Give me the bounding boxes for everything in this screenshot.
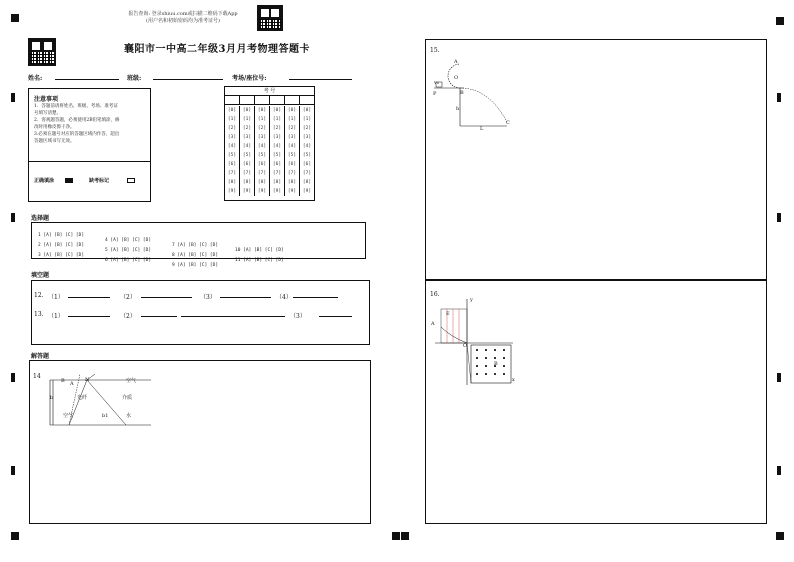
field-dot <box>494 357 496 359</box>
q15-label: v₀ <box>434 80 439 86</box>
notice-item: 1．答题前请将姓名、班级、考场、准考证 <box>34 104 118 109</box>
field-dot <box>476 365 478 367</box>
exam-digit-bubble[interactable]: [1] <box>302 117 312 122</box>
choice-box <box>31 222 366 268</box>
exam-digit-bubble[interactable]: [8] <box>302 180 312 185</box>
notice-item: 答题区域书写无效。 <box>34 139 75 144</box>
exam-digit-bubble[interactable]: [9] <box>287 189 297 194</box>
field-dot <box>476 373 478 375</box>
seat-label: 考场/座位号: <box>232 75 267 82</box>
q16-field-dots <box>474 347 510 381</box>
field-dot <box>503 357 505 359</box>
exam-digit-bubble[interactable]: [1] <box>257 117 267 122</box>
field-dot <box>476 349 478 351</box>
exam-digit-bubble[interactable]: [8] <box>287 180 297 185</box>
q14-label: 光纤 <box>77 395 88 401</box>
q16-label: E <box>446 311 450 317</box>
exam-digit-bubble[interactable]: [0] <box>272 108 282 113</box>
corner-mark-bm1 <box>392 532 400 540</box>
exam-digit-bubble[interactable]: [0] <box>287 108 297 113</box>
fill-box <box>31 280 370 345</box>
side-mark <box>777 213 781 222</box>
q14-label: 空气 <box>126 378 137 384</box>
notice-title: 注意事项 <box>34 96 59 103</box>
exam-digit-bubble[interactable]: [5] <box>302 153 312 158</box>
exam-number-header: 考 号 <box>225 87 314 96</box>
field-dot <box>485 349 487 351</box>
exam-digit-bubble[interactable]: [9] <box>227 189 237 194</box>
exam-number-column <box>285 106 300 196</box>
exam-digit-bubble[interactable]: [3] <box>227 135 237 140</box>
field-dot <box>503 373 505 375</box>
exam-digit-bubble[interactable]: [3] <box>302 135 312 140</box>
q12-blank-4[interactable] <box>293 292 338 298</box>
notice-list <box>34 103 147 145</box>
exam-digit-bubble[interactable]: [5] <box>227 153 237 158</box>
exam-digit-bubble[interactable]: [6] <box>287 162 297 167</box>
exam-digit-bubble[interactable]: [8] <box>242 180 252 185</box>
exam-digit-bubble[interactable]: [2] <box>257 126 267 131</box>
top-notice-line1: 报告查询: 登录shiuu.com或扫描二维码下载App <box>128 11 238 17</box>
q13-blank-2[interactable] <box>141 311 177 317</box>
q16-label: B <box>494 361 498 367</box>
q12-b2-label: （2） <box>120 294 136 301</box>
field-dot <box>503 349 505 351</box>
exam-number-column <box>225 106 240 196</box>
exam-number-columns <box>225 105 314 196</box>
answer-box-15[interactable] <box>425 39 767 280</box>
notice-item: 3.必须在题号对应的答题区域内作答，超出 <box>34 132 120 137</box>
q14-label: b1 <box>102 413 109 419</box>
answer-box-14[interactable] <box>29 360 371 524</box>
qr-code-top <box>257 5 283 31</box>
exam-number-column <box>255 106 270 196</box>
q16-number: 16. <box>430 291 440 298</box>
q12-b3-label: （3） <box>200 294 216 301</box>
q12-blank-3[interactable] <box>220 292 271 298</box>
side-mark <box>11 213 15 222</box>
exam-number-column <box>300 106 314 196</box>
q13-blank-1[interactable] <box>68 311 110 317</box>
corner-mark-bl <box>11 532 19 540</box>
field-dot <box>476 357 478 359</box>
exam-digit-bubble[interactable]: [9] <box>242 189 252 194</box>
choice-q9[interactable]: 9 [A] [B] [C] [D] <box>172 263 219 268</box>
q12-b4-label: （4） <box>276 294 292 301</box>
exam-digit-bubble[interactable]: [6] <box>227 162 237 167</box>
q13-b2-label: （2） <box>120 313 136 320</box>
exam-digit-bubble[interactable]: [0] <box>302 108 312 113</box>
q16-label: y <box>470 297 473 303</box>
correct-fill-label: 正确填涂 <box>34 178 55 184</box>
exam-digit-bubble[interactable]: [4] <box>227 144 237 149</box>
exam-digit-bubble[interactable]: [0] <box>227 108 237 113</box>
exam-digit-bubble[interactable]: [1] <box>242 117 252 122</box>
exam-digit-bubble[interactable]: [3] <box>257 135 267 140</box>
exam-number-column <box>270 106 285 196</box>
q13-blank-2b[interactable] <box>181 311 285 317</box>
corner-mark-tr <box>776 17 784 25</box>
exam-digit-bubble[interactable]: [8] <box>257 180 267 185</box>
q15-number: 15. <box>430 47 440 54</box>
notice-item: 号填写清楚。 <box>34 111 61 116</box>
q13-blank-3[interactable] <box>319 311 352 317</box>
choice-q5[interactable]: 5 [A] [B] [C] [D] <box>105 248 152 253</box>
exam-digit-bubble[interactable]: [6] <box>302 162 312 167</box>
missing-mark-box[interactable] <box>127 178 135 183</box>
side-mark <box>777 466 781 475</box>
q15-label: B <box>460 90 464 96</box>
notice-item: 改时用橡皮擦干净。 <box>34 125 75 130</box>
exam-digit-bubble[interactable]: [4] <box>257 144 267 149</box>
corner-mark-bm2 <box>401 532 409 540</box>
q13-b1-label: （1） <box>48 313 64 320</box>
page-title: 襄阳市一中高二年级3月月考物理答题卡 <box>124 44 310 55</box>
exam-digit-bubble[interactable]: [0] <box>257 108 267 113</box>
field-dot <box>485 357 487 359</box>
choice-q2[interactable]: 2 [A] [B] [C] [D] <box>38 243 85 248</box>
exam-digit-bubble[interactable]: [7] <box>227 171 237 176</box>
exam-digit-bubble[interactable]: [8] <box>227 180 237 185</box>
q14-label: N <box>85 377 90 383</box>
exam-digit-bubble[interactable]: [4] <box>272 144 282 149</box>
q16-label: x <box>512 377 515 383</box>
exam-number-write-row[interactable] <box>225 96 314 105</box>
q12-blank-1[interactable] <box>68 292 110 298</box>
choice-q6[interactable]: 6 [A] [B] [C] [D] <box>105 258 152 263</box>
notice-item: 2．客观题答题，必须使用2B铅笔填涂，修 <box>34 118 120 123</box>
choice-q11[interactable]: 11 [A] [B] [C] [D] <box>235 258 284 263</box>
q12-number: 12. <box>34 292 44 299</box>
exam-digit-bubble[interactable]: [4] <box>302 144 312 149</box>
exam-digit-bubble[interactable]: [2] <box>242 126 252 131</box>
exam-digit-bubble[interactable]: [6] <box>257 162 267 167</box>
exam-digit-bubble[interactable]: [7] <box>302 171 312 176</box>
exam-digit-bubble[interactable]: [7] <box>242 171 252 176</box>
exam-digit-bubble[interactable]: [5] <box>257 153 267 158</box>
field-dot <box>485 365 487 367</box>
exam-digit-bubble[interactable]: [4] <box>287 144 297 149</box>
exam-digit-bubble[interactable]: [7] <box>257 171 267 176</box>
q15-label: h <box>456 106 460 112</box>
side-mark <box>11 373 15 382</box>
q14-label: 介质 <box>122 395 133 401</box>
top-notice <box>113 11 253 25</box>
exam-digit-bubble[interactable]: [1] <box>287 117 297 122</box>
q15-label: A <box>454 59 458 65</box>
exam-digit-bubble[interactable]: [7] <box>272 171 282 176</box>
exam-digit-bubble[interactable]: [2] <box>302 126 312 131</box>
side-mark <box>777 93 781 102</box>
corner-mark-br <box>776 532 784 540</box>
class-label: 班级: <box>127 75 142 82</box>
q12-blank-2[interactable] <box>141 292 192 298</box>
q15-label: P <box>433 91 437 97</box>
exam-digit-bubble[interactable]: [0] <box>242 108 252 113</box>
field-dot <box>494 373 496 375</box>
side-mark <box>11 466 15 475</box>
exam-digit-bubble[interactable]: [7] <box>287 171 297 176</box>
exam-digit-bubble[interactable]: [3] <box>287 135 297 140</box>
q15-label: L <box>480 126 484 132</box>
exam-digit-bubble[interactable]: [4] <box>242 144 252 149</box>
exam-digit-bubble[interactable]: [9] <box>257 189 267 194</box>
choice-q8[interactable]: 8 [A] [B] [C] [D] <box>172 253 219 258</box>
choice-title: 选择题 <box>31 215 50 222</box>
choice-q10[interactable]: 10 [A] [B] [C] [D] <box>235 248 284 253</box>
exam-digit-bubble[interactable]: [8] <box>272 180 282 185</box>
exam-digit-bubble[interactable]: [5] <box>272 153 282 158</box>
q15-diagram <box>429 58 509 130</box>
correct-fill-sample <box>65 178 73 183</box>
exam-number-column <box>240 106 255 196</box>
corner-mark-tl <box>11 14 19 22</box>
top-notice-line2: (用户名和初始密码均为准考证号) <box>146 18 220 24</box>
q12-b1-label: （1） <box>48 294 64 301</box>
field-dot <box>485 373 487 375</box>
exam-digit-bubble[interactable]: [3] <box>272 135 282 140</box>
q15-label: C <box>506 120 510 126</box>
seat-field[interactable] <box>289 79 352 80</box>
exam-digit-bubble[interactable]: [2] <box>272 126 282 131</box>
q14-label: 空气 <box>63 413 74 419</box>
field-dot <box>503 365 505 367</box>
q14-label: B <box>61 378 65 384</box>
q16-label: A <box>431 321 435 327</box>
choice-q4[interactable]: 4 [A] [B] [C] [D] <box>105 238 152 243</box>
q14-label: 水 <box>126 413 132 419</box>
name-field[interactable] <box>55 79 119 80</box>
side-mark <box>777 373 781 382</box>
q14-label: b <box>50 395 54 401</box>
exam-digit-bubble[interactable]: [5] <box>242 153 252 158</box>
side-mark <box>11 93 15 102</box>
missing-mark-label: 缺考标记 <box>89 178 110 184</box>
exam-digit-bubble[interactable]: [9] <box>302 189 312 194</box>
exam-digit-bubble[interactable]: [3] <box>242 135 252 140</box>
q15-label: O <box>454 75 459 81</box>
exam-digit-bubble[interactable]: [6] <box>242 162 252 167</box>
exam-digit-bubble[interactable]: [6] <box>272 162 282 167</box>
q14-number: 14 <box>33 373 41 380</box>
choice-q1[interactable]: 1 [A] [B] [C] [D] <box>38 233 85 238</box>
notice-box <box>28 88 151 202</box>
name-label: 姓名: <box>28 75 43 82</box>
exam-digit-bubble[interactable]: [2] <box>287 126 297 131</box>
answer-title: 解答题 <box>31 353 50 360</box>
exam-number-grid <box>224 86 315 201</box>
answer-box-16[interactable] <box>425 280 767 524</box>
field-dot <box>494 349 496 351</box>
exam-digit-bubble[interactable]: [9] <box>272 189 282 194</box>
exam-digit-bubble[interactable]: [1] <box>272 117 282 122</box>
class-field[interactable] <box>153 79 223 80</box>
fill-title: 填空题 <box>31 272 50 279</box>
exam-digit-bubble[interactable]: [1] <box>227 117 237 122</box>
exam-digit-bubble[interactable]: [5] <box>287 153 297 158</box>
exam-digit-bubble[interactable]: [2] <box>227 126 237 131</box>
q13-number: 13. <box>34 311 44 318</box>
q16-label: O <box>463 343 468 349</box>
choice-q7[interactable]: 7 [A] [B] [C] [D] <box>172 243 219 248</box>
q13-b3-label: （3） <box>290 313 306 320</box>
qr-code-left <box>28 38 56 66</box>
choice-q3[interactable]: 3 [A] [B] [C] [D] <box>38 253 85 258</box>
q14-label: A <box>70 381 74 387</box>
